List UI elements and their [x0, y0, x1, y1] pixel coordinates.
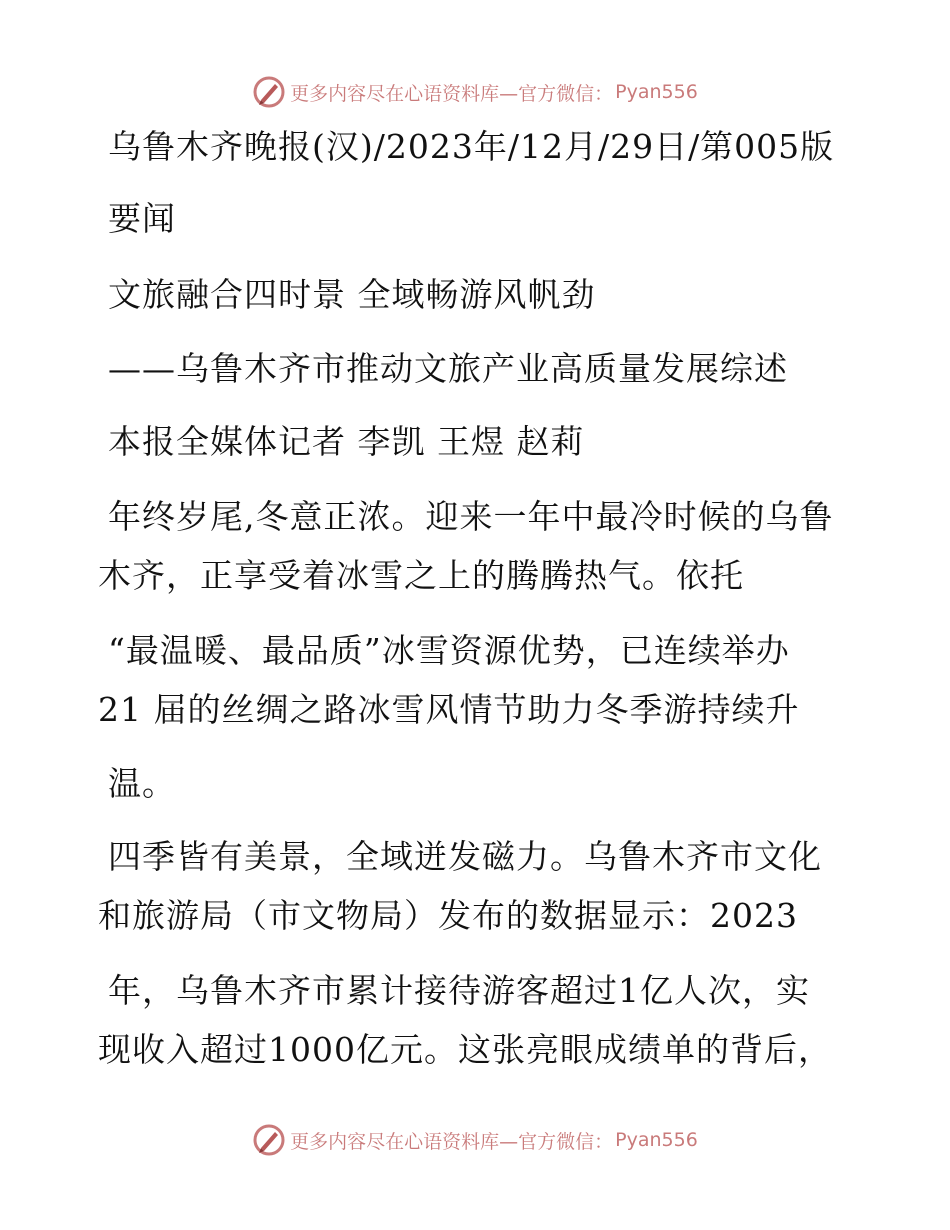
body-line: 木齐，正享受着冰雪之上的腾腾热气。依托 — [98, 556, 744, 595]
section-label: 要闻 — [108, 199, 176, 238]
body-line: 21 届的丝绸之路冰雪风情节助力冬季游持续升 — [98, 690, 800, 729]
subheadline: ——乌鲁木齐市推动文旅产业高质量发展综述 — [108, 349, 788, 388]
watermark-footer — [0, 1120, 950, 1160]
pen-logo-icon — [252, 1123, 286, 1157]
watermark-contact: Pyan556 — [615, 1129, 698, 1151]
body-line: 四季皆有美景，全域迸发磁力。乌鲁木齐市文化 — [108, 837, 822, 876]
body-line: “最温暖、最品质”冰雪资源优势，已连续举办 — [108, 631, 790, 670]
source-line: 乌鲁木齐晚报(汉)/2023年/12月/29日/第005版 — [108, 127, 835, 166]
body-line: 年终岁尾,冬意正浓。迎来一年中最冷时候的乌鲁 — [108, 497, 834, 536]
body-line: 年，乌鲁木齐市累计接待游客超过1亿人次，实 — [108, 971, 810, 1010]
watermark-contact: Pyan556 — [615, 81, 698, 103]
byline: 本报全媒体记者 李凯 王煜 赵莉 — [108, 422, 585, 461]
body-line: 现收入超过1000亿元。这张亮眼成绩单的背后， — [98, 1030, 832, 1069]
body-line: 温。 — [108, 764, 176, 803]
watermark-text: 更多内容尽在心语资料库—官方微信： — [290, 1130, 614, 1153]
headline: 文旅融合四时景 全域畅游风帆劲 — [108, 275, 596, 314]
watermark-text: 更多内容尽在心语资料库—官方微信： — [290, 82, 614, 105]
watermark-header — [0, 72, 950, 112]
pen-logo-icon — [252, 75, 286, 109]
body-line: 和旅游局（市文物局）发布的数据显示：2023 — [98, 896, 798, 935]
